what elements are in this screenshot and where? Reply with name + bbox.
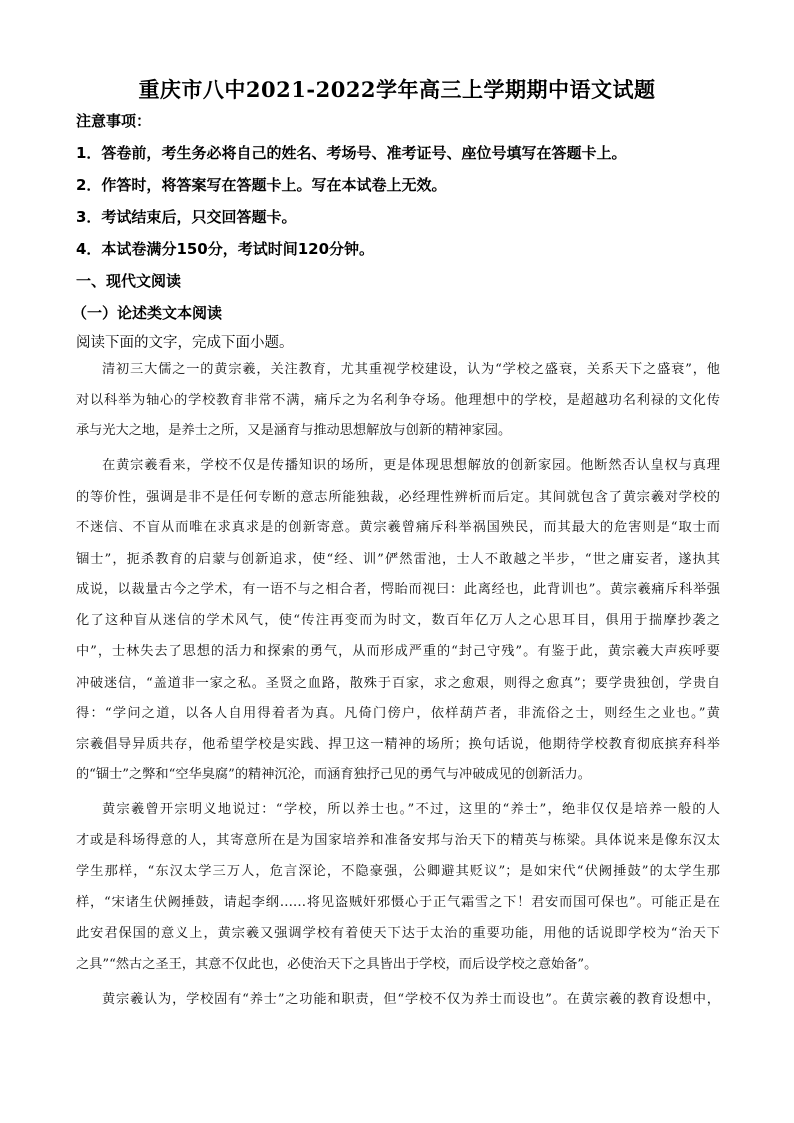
section-heading: 一、现代文阅读 xyxy=(76,272,182,290)
notice-item-3: 3．考试结束后，只交回答题卡。 xyxy=(76,208,297,226)
passage-line: 成说，以裁量古今之学术，有一语不与之相合者，愕眙而视曰：此离经也，此背训也”。黄宗羲痛斥科举强 xyxy=(76,582,720,597)
passage-line: 的“锢士”之弊和“空华臭腐”的精神沉沦，而涵育独抒己见的勇气与冲破成见的创新活力。 xyxy=(76,767,591,782)
subsection-heading: （一）论述类文本阅读 xyxy=(72,304,223,322)
passage-line: 清初三大儒之一的黄宗羲，关注教育，尤其重视学校建设，认为“学校之盛衰，关系天下之盛衰”，他 xyxy=(102,362,720,377)
passage-line: 宗羲倡导异质共存，他希望学校是实践、捍卫这一精神的场所；换句话说，他期待学校教育彻底摈弃科举 xyxy=(76,737,720,752)
passage-line: 得：“学问之道，以各人自用得着者为真。凡倚门傍户，依样葫芦者，非流俗之士，则经生之业也。”黄 xyxy=(76,706,720,721)
passage-line: 样，“宋诸生伏阙捶鼓，请起李纲……将见盗贼奸邪慑心于正气霜雪之下！君安而国可保也”。可能正是在 xyxy=(76,895,720,910)
passage-line: 的等价性，强调是非不是任何专断的意志所能独裁，必经理性辨析而后定。其间就包含了黄宗羲对学校的 xyxy=(76,490,720,505)
passage-line: 锢士”，扼杀教育的启蒙与创新追求，使“经、训”俨然雷池，士人不敢越之半步，“世之庸妄者，遂执其 xyxy=(76,552,720,567)
passage-line: 承与光大之地，是养士之所，又是涵育与推动思想解放与创新的精神家园。 xyxy=(76,423,512,438)
passage-line: 黄宗羲认为，学校固有“养士”之功能和职责，但“学校不仅为养士而设也”。在黄宗羲的教育设想中， xyxy=(102,992,720,1007)
passage-line: 才或是科场得意的人，其寄意所在是为国家培养和准备安邦与治天下的精英与栋梁。具体说来是像东汉太 xyxy=(76,833,720,848)
passage-line: 对以科举为轴心的学校教育非常不满，痛斥之为名利争夺场。他理想中的学校，是超越功名利禄的文化传 xyxy=(76,393,720,408)
passage-line: 之具”“然古之圣王，其意不仅此也，必使治天下之具皆出于学校，而后设学校之意始备”。 xyxy=(76,957,598,972)
notice-item-4: 4．本试卷满分150分，考试时间120分钟。 xyxy=(76,240,375,258)
notice-item-2: 2．作答时，将答案写在答题卡上。写在本试卷上无效。 xyxy=(76,176,447,194)
passage-line: 化了这种盲从迷信的学术风气，使“传注再变而为时文，数百年亿万人之心思耳目，俱用于揣摩抄袭之 xyxy=(76,613,720,628)
page-title: 重庆市八中2021-2022学年高三上学期期中语文试题 xyxy=(138,77,656,102)
passage-line: 冲破迷信，“盖道非一家之私。圣贤之血路，散殊于百家，求之愈艰，则得之愈真”；要学贵独创，学贵自 xyxy=(76,676,720,691)
reading-instruction: 阅读下面的文字，完成下面小题。 xyxy=(76,335,294,351)
passage-line: 在黄宗羲看来，学校不仅是传播知识的场所，更是体现思想解放的创新家园。他断然否认皇权与真理 xyxy=(102,458,720,473)
passage-line: 此安君保国的意义上，黄宗羲又强调学校有着使天下达于太治的重要功能，用他的话说即学校为“治天下 xyxy=(76,926,720,941)
notice-item-1: 1．答卷前，考生务必将自己的姓名、考场号、准考证号、座位号填写在答题卡上。 xyxy=(76,144,627,162)
passage-line: 黄宗羲曾开宗明义地说过：“学校，所以养士也。”不过，这里的“养士”，绝非仅仅是培养一般的人 xyxy=(102,802,720,817)
passage-line: 中”，士林失去了思想的活力和探索的勇气，从而形成严重的“封己守残”。有鉴于此，黄宗羲大声疾呼要 xyxy=(76,644,720,659)
passage-line: 不迷信、不盲从而唯在求真求是的创新寄意。黄宗羲曾痛斥科举祸国殃民，而其最大的危害则是“取士而 xyxy=(76,520,720,535)
notice-heading: 注意事项： xyxy=(76,112,152,130)
passage-line: 学生那样，“东汉太学三万人，危言深论，不隐豪强，公卿避其贬议”；是如宋代“伏阙捶鼓”的太学生那 xyxy=(76,864,720,879)
